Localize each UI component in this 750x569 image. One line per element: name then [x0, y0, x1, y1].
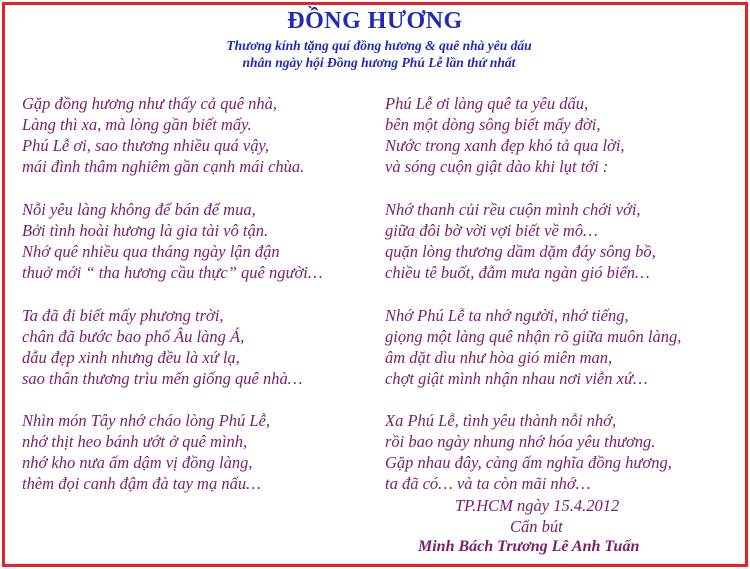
verse-line: rồi bao ngày nhung nhớ hóa yêu thương. — [385, 432, 656, 451]
verse-line: bên một dòng sông biết mấy đời, — [385, 115, 601, 134]
stanza-right-1 — [385, 93, 625, 177]
verse-line: Bởi tình hoài hương là gia tài vô tận. — [22, 221, 269, 240]
stanza-left-2 — [22, 199, 323, 283]
poem-title: ĐỒNG HƯƠNG — [287, 8, 463, 34]
verse-line: nhớ kho nưa ấm dậm vị đồng làng, — [22, 453, 253, 472]
verse-line: giữa đôi bờ vời vợi biết về mô… — [385, 221, 598, 240]
verse-line: chân đã bước bao phố Âu làng Á, — [22, 327, 245, 346]
verse-line: Nhớ thanh củi rều cuộn mình chới với, — [385, 200, 641, 219]
verse-line: sao thân thương trìu mến giống quê nhà… — [22, 369, 303, 388]
verse-line: chiều tê buốt, đẫm mưa ngàn gió biển… — [385, 263, 650, 282]
author-name: Minh Bách Trương Lê Anh Tuấn — [418, 538, 640, 555]
verse-line: Nhìn món Tây nhớ cháo lòng Phú Lễ, — [22, 411, 271, 430]
verse-line: nhớ thịt heo bánh ướt ở quê mình, — [22, 432, 248, 451]
verse-line: Nhớ Phú Lễ ta nhớ người, nhớ tiếng, — [385, 306, 629, 325]
verse-line: Nước trong xanh đẹp khó tả qua lời, — [385, 136, 625, 155]
verse-line: Gặp nhau đây, càng ấm nghĩa đồng hương, — [385, 453, 672, 472]
verse-line: mái đình thâm nghiêm gần cạnh mái chùa. — [22, 157, 305, 176]
stanza-right-3 — [385, 305, 681, 389]
verse-line: thèm đọi canh đậm đà tay mạ nấu… — [22, 474, 261, 493]
stanza-right-4 — [385, 410, 672, 494]
verse-line: giọng một làng quê nhận rõ giữa muôn làng, — [385, 327, 682, 346]
verse-line: và sóng cuộn giật dào khi lụt tới : — [385, 157, 609, 176]
dedication-line-2: nhân ngày hội Đồng hương Phú Lễ lần thứ nhất — [242, 55, 516, 70]
verse-line: Làng thì xa, mà lòng gần biết mấy. — [22, 115, 252, 134]
verse-line: Phú Lễ ơi làng quê ta yêu dấu, — [385, 94, 589, 113]
stanza-left-4 — [22, 410, 270, 494]
signature-salutation: Cẩn bút — [510, 517, 563, 536]
stanza-left-3 — [22, 305, 302, 389]
dedication-line-1: Thương kính tặng quí đồng hương & quê nhà yêu dấu — [226, 38, 532, 53]
verse-line: dẫu đẹp xinh nhưng đều là xứ lạ, — [22, 348, 240, 367]
verse-line: Gặp đồng hương như thấy cả quê nhà, — [22, 94, 278, 113]
verse-line: Nhớ quê nhiều qua tháng ngày lận đận — [22, 242, 280, 261]
verse-line: quặn lòng thương dầm dặm đáy sông bồ, — [385, 242, 656, 261]
verse-line: ta đã có… và ta còn mãi nhớ… — [385, 474, 591, 493]
verse-line: Nỗi yêu làng không để bán để mua, — [22, 200, 256, 219]
verse-line: thuở mới “ tha hương cầu thực” quê người… — [22, 263, 323, 282]
stanza-right-2 — [385, 199, 656, 283]
verse-line: Xa Phú Lễ, tình yêu thành nỗi nhớ, — [385, 411, 617, 430]
signature-date: TP.HCM ngày 15.4.2012 — [455, 496, 620, 515]
verse-line: âm dặt dìu như hòa gió miên man, — [385, 348, 613, 367]
stanza-left-1 — [22, 93, 304, 177]
verse-line: chợt giật mình nhận nhau nơi viễn xứ… — [385, 369, 648, 388]
verse-line: Phú Lễ ơi, sao thương nhiều quá vậy, — [22, 136, 270, 155]
verse-line: Ta đã đi biết mấy phương trời, — [22, 306, 224, 325]
